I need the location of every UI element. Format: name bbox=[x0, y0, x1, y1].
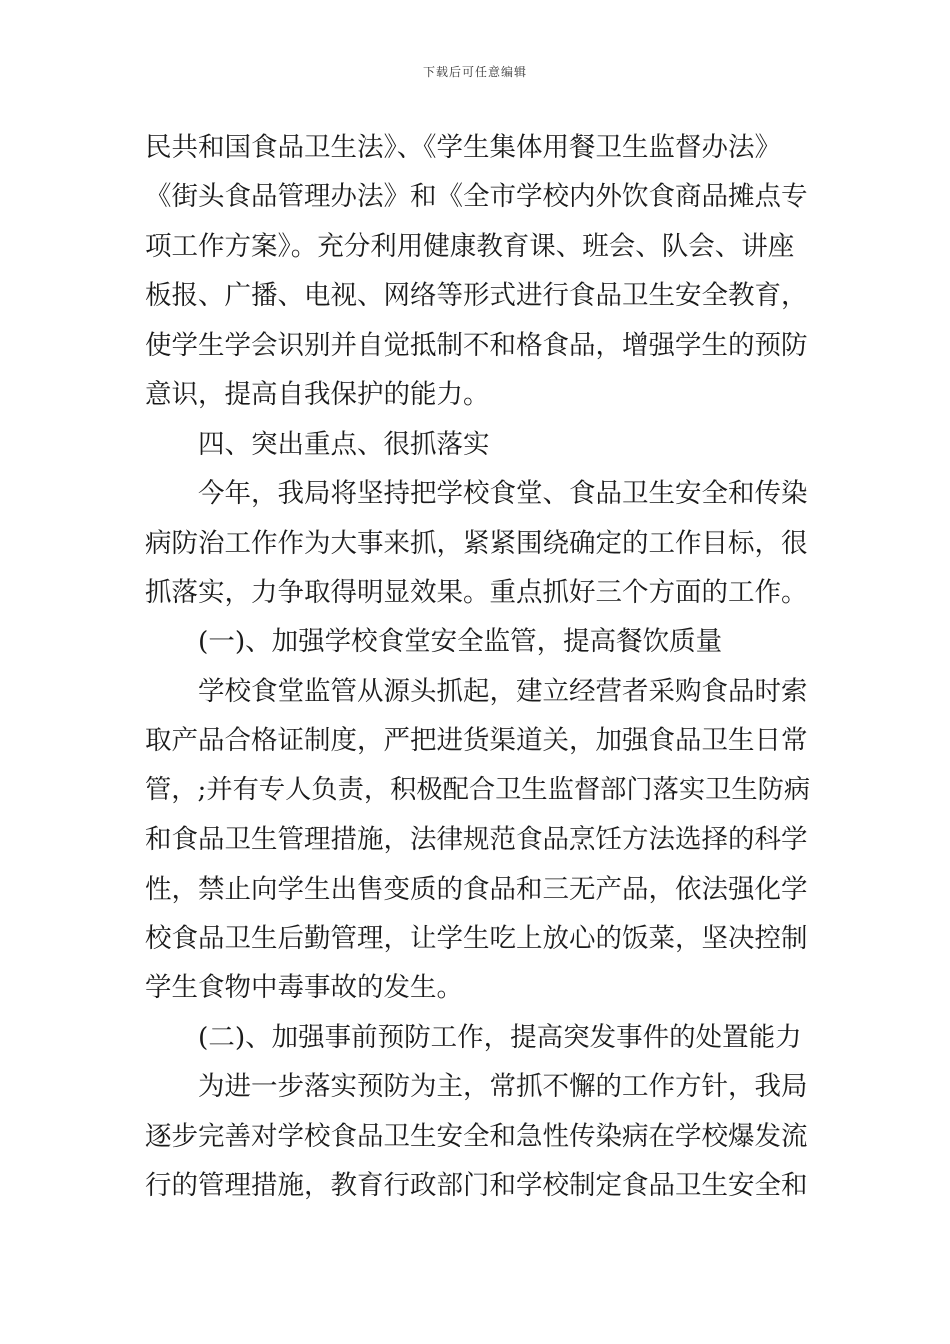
text-line: (二)、加强事前预防工作，提高突发事件的处置能力 bbox=[198, 1021, 802, 1053]
text-line: 逐步完善对学校食品卫生安全和急性传染病在学校爆发流 bbox=[145, 1120, 808, 1152]
text-line: (一)、加强学校食堂安全监管，提高餐饮质量 bbox=[198, 626, 723, 658]
text-line: 为进一步落实预防为主，常抓不懈的工作方针，我局 bbox=[198, 1071, 808, 1103]
text-line: 意识，提高自我保护的能力。 bbox=[145, 379, 490, 411]
text-line: 行的管理措施，教育行政部门和学校制定食品卫生安全和 bbox=[145, 1170, 808, 1202]
text-line: 和食品卫生管理措施，法律规范食品烹饪方法选择的科学 bbox=[145, 824, 808, 856]
text-line: 今年，我局将坚持把学校食堂、食品卫生安全和传染 bbox=[198, 478, 808, 510]
text-line: 抓落实，力争取得明显效果。重点抓好三个方面的工作。 bbox=[145, 576, 808, 608]
text-line: 民共和国食品卫生法》、《学生集体用餐卫生监督办法》 bbox=[145, 132, 781, 163]
text-line: 取产品合格证制度，严把进货渠道关，加强食品卫生日常 bbox=[145, 725, 808, 757]
text-line: 学生食物中毒事故的发生。 bbox=[145, 972, 463, 1004]
body-text bbox=[145, 123, 810, 1211]
page-header: 下载后可任意编辑 bbox=[422, 65, 527, 79]
text-line: 校食品卫生后勤管理，让学生吃上放心的饭菜，坚决控制 bbox=[145, 923, 808, 954]
text-line: 板报、广播、电视、网络等形式进行食品卫生安全教育， bbox=[145, 280, 808, 312]
text-line: 性，禁止向学生出售变质的食品和三无产品，依法强化学 bbox=[145, 873, 808, 905]
text-line: 四、突出重点、很抓落实 bbox=[198, 428, 490, 460]
text-line: 学校食堂监管从源头抓起，建立经营者采购食品时索 bbox=[198, 675, 808, 707]
text-line: 管，;并有专人负责，积极配合卫生监督部门落实卫生防病 bbox=[145, 774, 811, 805]
text-line: 《街头食品管理办法》和《全市学校内外饮食商品摊点专 bbox=[145, 181, 808, 213]
text-line: 病防治工作作为大事来抓，紧紧围绕确定的工作目标，很 bbox=[145, 527, 808, 559]
text-line: 使学生学会识别并自觉抵制不和格食品，增强学生的预防 bbox=[145, 329, 808, 361]
text-line: 项工作方案》。充分利用健康教育课、班会、队会、讲座 bbox=[145, 230, 795, 262]
